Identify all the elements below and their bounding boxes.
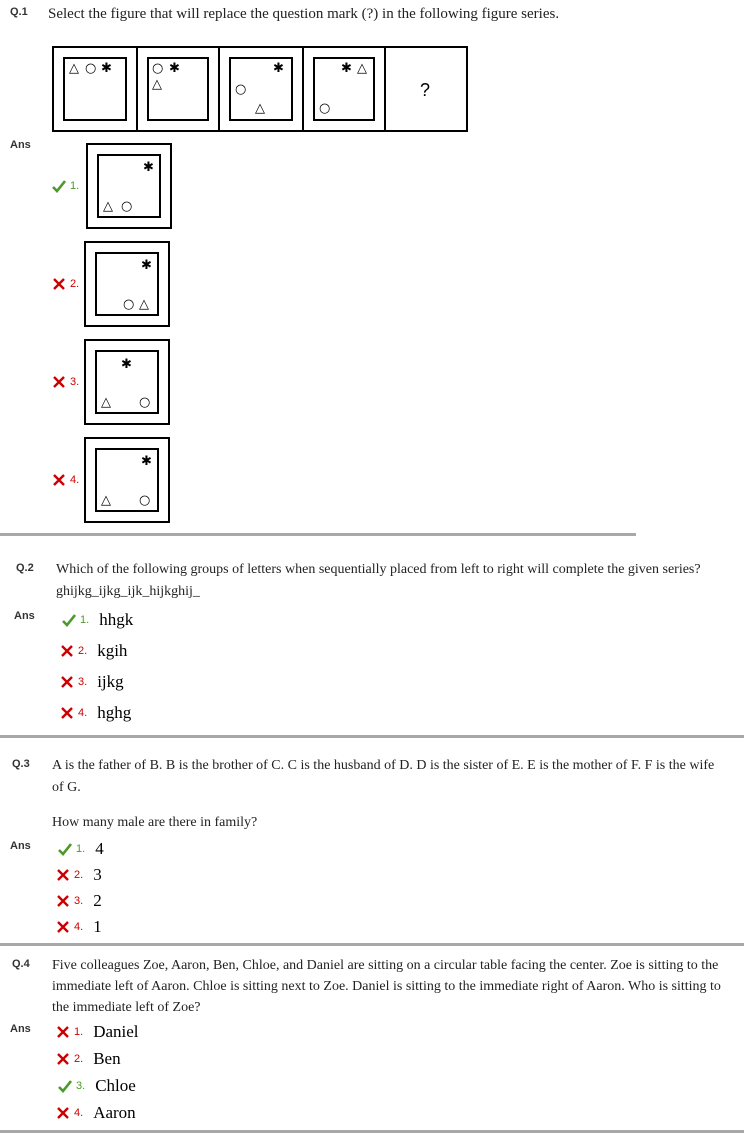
option-text: hghg	[97, 703, 132, 722]
question-separator	[0, 735, 744, 738]
option-number: 4.	[78, 707, 88, 719]
star-icon: ✱	[121, 357, 132, 372]
cross-icon	[56, 894, 70, 908]
option-text: kgih	[97, 641, 128, 660]
option-4[interactable]	[60, 703, 131, 723]
triangle-icon: △	[101, 395, 111, 410]
option-1[interactable]	[56, 1022, 139, 1042]
question-number: Q.3	[12, 758, 30, 770]
circle-icon: ○	[235, 82, 247, 97]
triangle-icon: △	[103, 199, 113, 214]
star-icon: ✱	[101, 61, 112, 76]
answer-label: Ans	[10, 1023, 31, 1035]
star-icon: ✱	[169, 61, 180, 76]
option-number: 3.	[78, 676, 88, 688]
question-text-cont: immediate left of Aaron. Chloe is sitting next to Zoe. Daniel is sitting to the immediate right of Aaron. Who is sitting to	[52, 979, 721, 994]
circle-icon: ○	[319, 101, 331, 116]
cross-icon	[56, 868, 70, 882]
option-text: 4	[95, 839, 104, 858]
star-icon: ✱	[143, 160, 154, 175]
option-1[interactable]	[52, 179, 79, 193]
check-icon	[52, 179, 66, 193]
question-separator	[0, 533, 636, 536]
check-icon	[58, 1079, 72, 1093]
circle-icon: ○	[85, 61, 97, 76]
cross-icon	[60, 706, 74, 720]
option-number: 1.	[74, 1026, 84, 1038]
question-text-cont: of G.	[52, 780, 81, 795]
option-3-figure[interactable]	[84, 339, 170, 425]
cross-icon	[52, 473, 66, 487]
option-1-figure[interactable]	[86, 143, 172, 229]
series-figure-1	[52, 46, 138, 132]
letter-series: ghijkg_ijkg_ijk_hijkghij_	[56, 584, 200, 599]
check-icon	[58, 842, 72, 856]
option-2[interactable]	[56, 865, 102, 885]
option-3[interactable]	[56, 891, 102, 911]
option-3[interactable]	[60, 672, 124, 692]
triangle-icon: △	[69, 61, 79, 76]
series-figure-4	[302, 46, 386, 132]
cross-icon	[56, 1025, 70, 1039]
triangle-icon: △	[139, 297, 149, 312]
cross-icon	[52, 277, 66, 291]
question-mark: ?	[420, 80, 431, 100]
series-figure-2	[136, 46, 220, 132]
question-text: Which of the following groups of letters when sequentially placed from left to right will complete the given series?	[56, 562, 701, 577]
cross-icon	[56, 920, 70, 934]
option-number: 4.	[74, 921, 84, 933]
question-separator	[0, 943, 744, 946]
option-number: 1.	[80, 614, 90, 626]
question-text: A is the father of B. B is the brother of C. C is the husband of D. D is the sister of E. E is the mother of F. F is the wife	[52, 758, 715, 773]
option-number: 2.	[74, 869, 84, 881]
circle-icon: ○	[152, 61, 164, 76]
star-icon: ✱	[273, 61, 284, 76]
option-number: 2.	[70, 278, 80, 290]
option-text: Chloe	[95, 1076, 136, 1095]
check-icon	[62, 613, 76, 627]
star-icon: ✱	[341, 61, 352, 76]
option-number: 3.	[76, 1080, 86, 1092]
option-4[interactable]	[52, 473, 79, 487]
option-number: 1.	[70, 180, 80, 192]
question-number: Q.2	[16, 562, 34, 574]
triangle-icon: △	[255, 101, 265, 116]
series-figure-3	[218, 46, 304, 132]
circle-icon: ○	[123, 297, 135, 312]
answer-label: Ans	[14, 610, 35, 622]
question-number: Q.1	[10, 6, 28, 18]
question-separator	[0, 1130, 744, 1133]
option-2-figure[interactable]	[84, 241, 170, 327]
option-4[interactable]	[56, 1103, 136, 1123]
option-3[interactable]	[52, 375, 79, 389]
cross-icon	[56, 1106, 70, 1120]
series-figure-unknown	[384, 46, 468, 132]
option-text: 1	[93, 917, 102, 936]
option-number: 4.	[74, 1107, 84, 1119]
option-text: Ben	[93, 1049, 121, 1068]
option-text: 3	[93, 865, 102, 884]
question-text: Five colleagues Zoe, Aaron, Ben, Chloe, and Daniel are sitting on a circular table facing the center. Zoe is sitting to the	[52, 958, 719, 973]
triangle-icon: △	[357, 61, 367, 76]
question-prompt: How many male are there in family?	[52, 815, 258, 830]
star-icon: ✱	[141, 258, 152, 273]
option-text: Daniel	[93, 1022, 139, 1041]
answer-label: Ans	[10, 139, 31, 151]
circle-icon: ○	[121, 199, 133, 214]
answer-label: Ans	[10, 840, 31, 852]
option-3[interactable]	[58, 1076, 136, 1096]
circle-icon: ○	[139, 493, 151, 508]
star-icon: ✱	[141, 454, 152, 469]
option-2[interactable]	[60, 641, 127, 661]
option-number: 1.	[76, 843, 86, 855]
cross-icon	[60, 675, 74, 689]
option-1[interactable]	[58, 839, 104, 859]
option-number: 2.	[74, 1053, 84, 1065]
option-text: hhgk	[99, 610, 134, 629]
option-number: 4.	[70, 474, 80, 486]
option-text: 2	[93, 891, 102, 910]
option-number: 3.	[74, 895, 84, 907]
option-number: 2.	[78, 645, 88, 657]
question-number: Q.4	[12, 958, 30, 970]
option-4-figure[interactable]	[84, 437, 170, 523]
cross-icon	[52, 375, 66, 389]
question-text: Select the figure that will replace the question mark (?) in the following figure series.	[48, 6, 560, 22]
option-4[interactable]	[56, 917, 102, 937]
question-text-cont: the immediate left of Zoe?	[52, 1000, 201, 1015]
cross-icon	[56, 1052, 70, 1066]
cross-icon	[60, 644, 74, 658]
option-number: 3.	[70, 376, 80, 388]
option-1[interactable]	[62, 610, 133, 630]
option-2[interactable]	[52, 277, 79, 291]
triangle-icon: △	[152, 77, 162, 92]
triangle-icon: △	[101, 493, 111, 508]
option-text: ijkg	[97, 672, 124, 691]
option-2[interactable]	[56, 1049, 121, 1069]
circle-icon: ○	[139, 395, 151, 410]
option-text: Aaron	[93, 1103, 136, 1122]
